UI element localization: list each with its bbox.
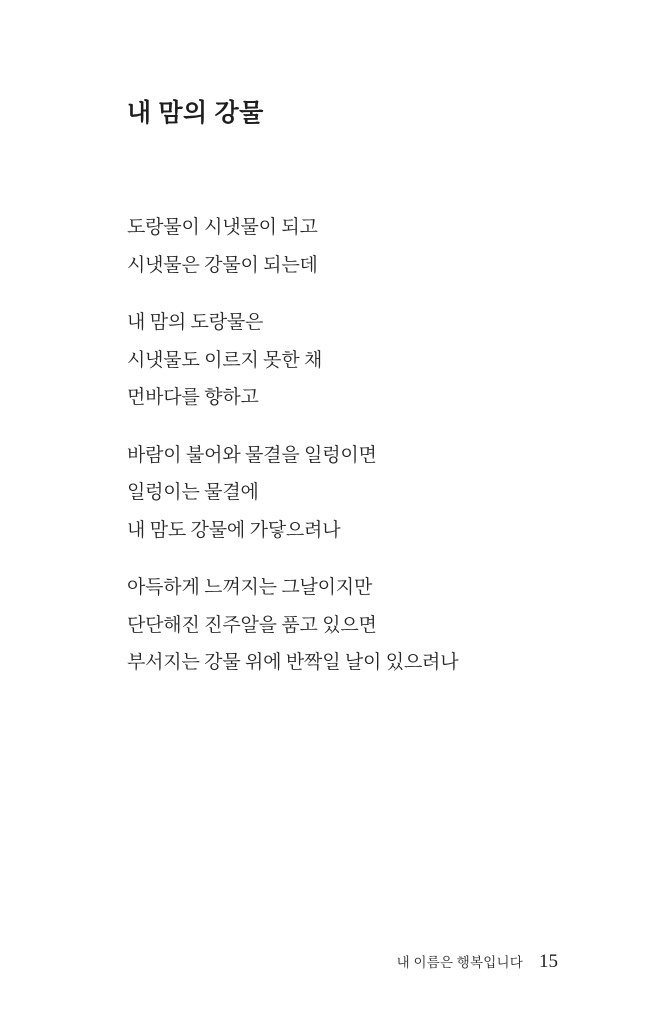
poem-line: 시냇물도 이르지 못한 채 bbox=[127, 349, 323, 371]
poem-line: 내 맘의 도랑물은 bbox=[127, 312, 264, 333]
page-number: 15 bbox=[539, 951, 558, 972]
poem-line: 시냇물은 강물이 되는데 bbox=[127, 254, 318, 276]
poem-line: 내 맘도 강물에 가닿으려나 bbox=[127, 519, 341, 541]
poem-line: 부서지는 강물 위에 반짝일 날이 있으려나 bbox=[127, 652, 459, 673]
stanza-1 bbox=[127, 209, 587, 284]
poem-line: 아득하게 느껴지는 그날이지만 bbox=[127, 577, 373, 598]
poem-body bbox=[127, 209, 587, 702]
stanza-4 bbox=[127, 569, 587, 682]
poem-line: 먼바다를 향하고 bbox=[127, 387, 259, 408]
stanza-3 bbox=[127, 437, 587, 550]
poem-title: 내 맘의 강물 bbox=[127, 100, 264, 127]
poem-line: 도랑물이 시냇물이 되고 bbox=[127, 217, 318, 238]
poem-line: 일렁이는 물결에 bbox=[127, 482, 259, 503]
poem-line: 단단해진 진주알을 품고 있으면 bbox=[127, 614, 377, 636]
running-book-title: 내 이름은 행복입니다 bbox=[396, 955, 523, 970]
stanza-2 bbox=[127, 304, 587, 417]
page-footer bbox=[397, 951, 558, 973]
poem-line: 바람이 불어와 물결을 일렁이면 bbox=[127, 444, 377, 466]
